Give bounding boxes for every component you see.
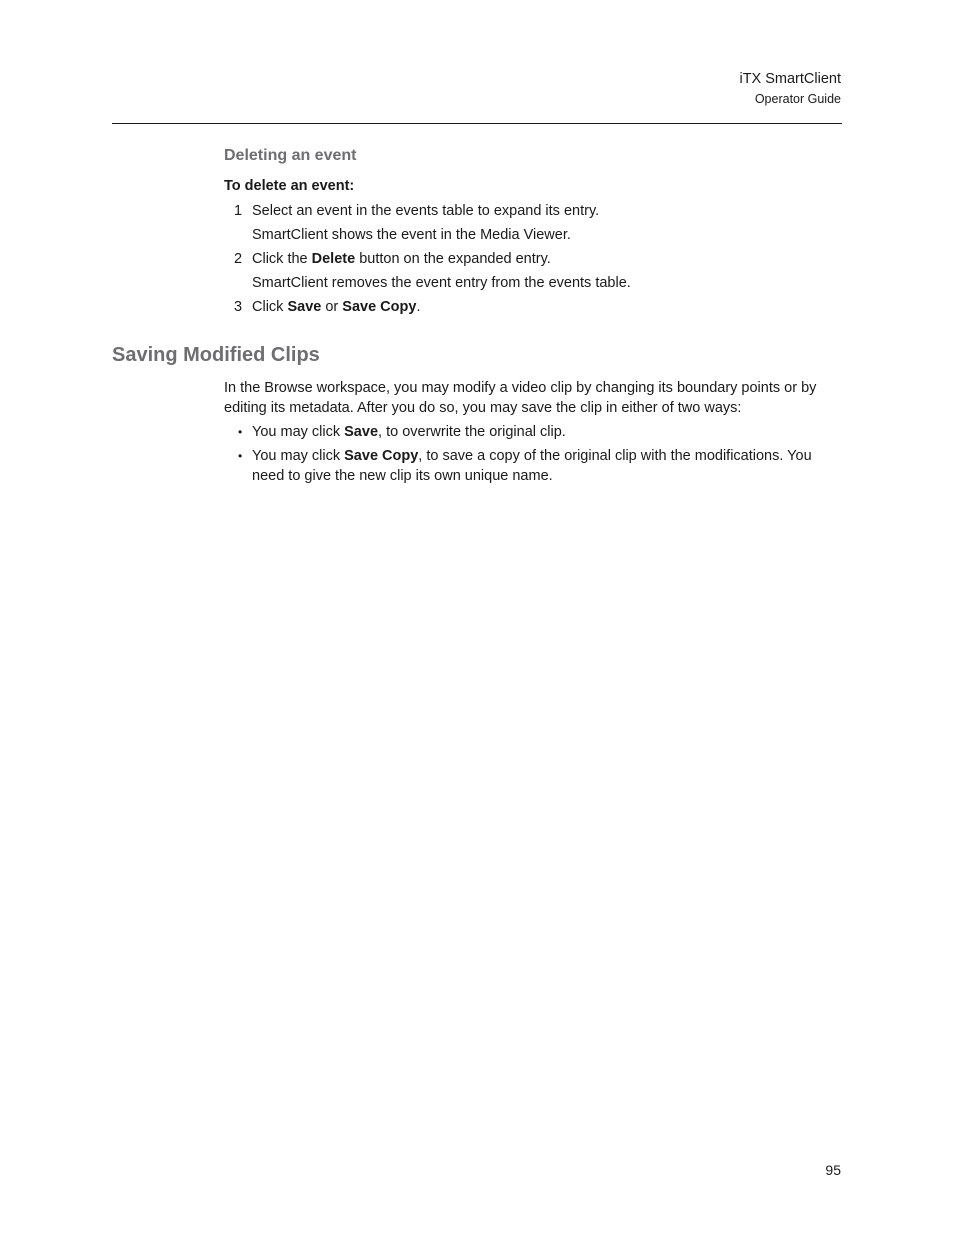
step-text: Click the Delete button on the expanded entry. [252, 251, 551, 267]
save-term: Save [344, 424, 379, 440]
procedure-title: To delete an event: [224, 178, 355, 194]
save-copy-term: Save Copy [342, 299, 417, 315]
subsection-title: Deleting an event [224, 147, 357, 164]
step-result: SmartClient removes the event entry from the events table. [252, 275, 631, 291]
bullet-item: You may click Save, to overwrite the original clip. [252, 424, 566, 440]
section-intro-paragraph: In the Browse workspace, you may modify a video clip by changing its boundary points or by editing its metadata. After you do so, you may save the clip in either of two ways: [224, 380, 817, 416]
step-text: Click Save or Save Copy. [252, 299, 421, 315]
save-term: Save [287, 299, 322, 315]
header-divider [112, 123, 842, 124]
header-product-title: iTX SmartClient [739, 71, 841, 87]
step-number: 1 [234, 203, 243, 219]
bullet-item: You may click Save Copy, to save a copy of the original clip with the modifications. You need to give the new clip its own unique name. [252, 448, 812, 484]
section-title: Saving Modified Clips [112, 344, 320, 366]
bullet-marker: • [238, 425, 243, 439]
step-text: Select an event in the events table to expand its entry. [252, 203, 600, 219]
header-guide-title: Operator Guide [754, 92, 841, 106]
step-number: 2 [234, 251, 243, 267]
page-number: 95 [825, 1162, 841, 1178]
delete-term: Delete [311, 251, 356, 267]
bullet-marker: • [238, 449, 243, 463]
step-result: SmartClient shows the event in the Media Viewer. [252, 227, 571, 243]
step-number: 3 [234, 299, 243, 315]
save-copy-term: Save Copy [344, 448, 419, 464]
